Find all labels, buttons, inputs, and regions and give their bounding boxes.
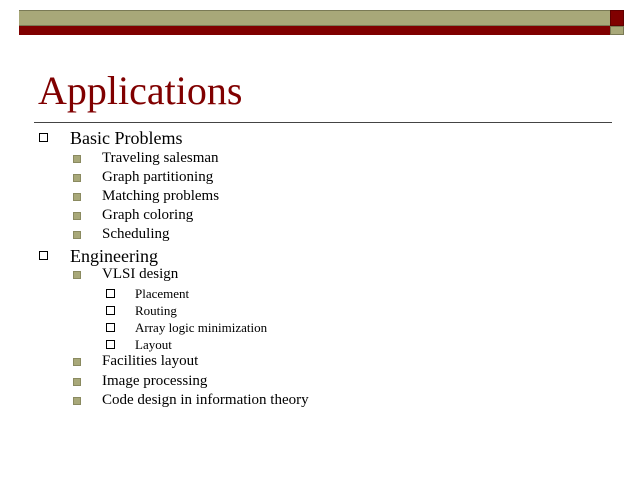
hollow-square-icon [106,323,115,332]
bullet-text: Code design in information theory [102,392,309,408]
bullet-text: Basic Problems [70,128,183,148]
hollow-square-icon [106,289,115,298]
filled-square-icon [73,212,81,220]
bullet-text: Image processing [102,373,208,389]
filled-square-icon [73,193,81,201]
bullet-text: Graph coloring [102,207,194,223]
hollow-square-icon [106,306,115,315]
bullet-text: VLSI design [102,266,179,282]
bullet-text: Array logic minimization [135,320,268,335]
filled-square-icon [73,174,81,182]
header-square-top [610,10,624,26]
header-band-maroon [19,26,610,35]
bullet-text: Scheduling [102,226,170,242]
hollow-square-icon [106,340,115,349]
filled-square-icon [73,397,81,405]
filled-square-icon [73,378,81,386]
slide-title: Applications [38,68,243,113]
bullet-text: Facilities layout [102,353,199,369]
hollow-square-icon [39,133,48,142]
bullet-text: Engineering [70,246,158,266]
hollow-square-icon [39,251,48,260]
bullet-text: Graph partitioning [102,169,214,185]
bullet-text: Routing [135,303,177,318]
header-square-bottom [610,26,624,35]
bullet-text: Matching problems [102,188,220,204]
bullet-text: Layout [135,337,172,352]
title-divider [34,122,612,123]
header-band-olive [19,10,610,26]
filled-square-icon [73,231,81,239]
filled-square-icon [73,155,81,163]
filled-square-icon [73,358,81,366]
bullet-text: Traveling salesman [102,150,219,166]
filled-square-icon [73,271,81,279]
bullet-text: Placement [135,286,190,301]
